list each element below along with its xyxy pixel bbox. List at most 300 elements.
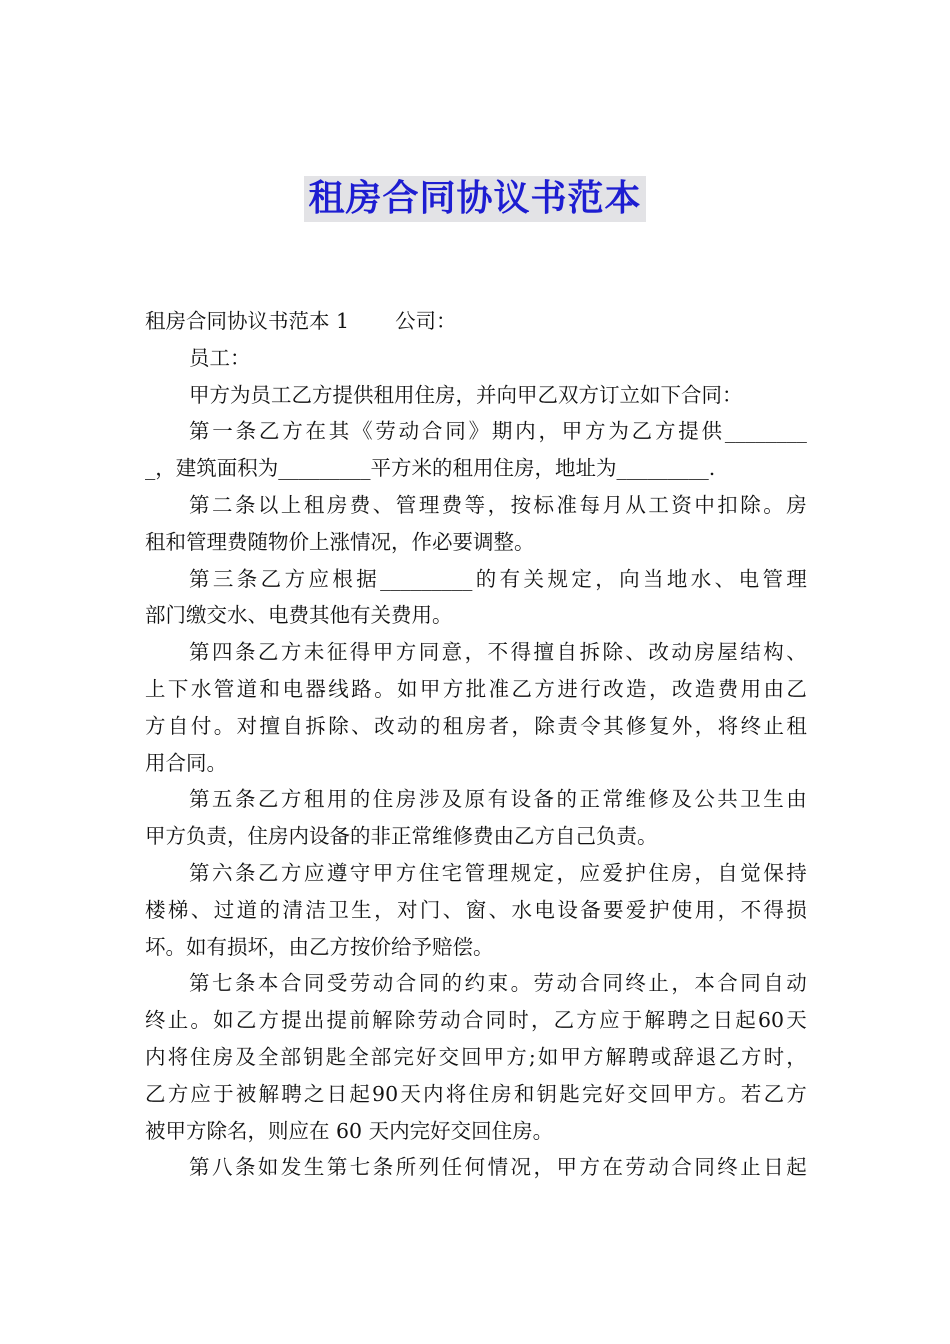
glyph: 聘	[281, 1081, 302, 1106]
glyph: 劳	[375, 419, 396, 444]
glyph: 甲	[561, 419, 583, 444]
glyph: 自	[763, 971, 784, 996]
glyph: 条	[234, 971, 256, 996]
glyph: 动	[398, 419, 420, 444]
glyph: 动	[671, 640, 692, 665]
glyph: 住	[418, 860, 440, 885]
glyph: 房	[465, 713, 487, 738]
glyph: 费	[441, 492, 463, 517]
glyph: 条	[234, 492, 256, 517]
glyph: 水	[511, 897, 532, 922]
glyph: 止	[740, 1155, 761, 1180]
glyph: 按	[510, 492, 532, 517]
glyph: 。	[374, 676, 395, 701]
glyph: 甲	[556, 1155, 577, 1180]
glyph: 方	[786, 1081, 807, 1106]
glyph: 第	[189, 566, 210, 591]
glyph: ，	[511, 713, 532, 738]
glyph: 扣	[717, 492, 738, 517]
glyph: 七	[349, 1155, 371, 1180]
glyph: 、	[786, 640, 807, 665]
glyph: 全	[257, 1044, 279, 1069]
glyph: 之	[689, 1008, 711, 1033]
glyph: 卫	[740, 787, 761, 812]
glyph: 征	[326, 640, 348, 665]
glyph: 。	[190, 1008, 211, 1033]
glyph: 七	[211, 971, 233, 996]
glyph: 若	[740, 1081, 762, 1106]
glyph: 对	[396, 897, 418, 922]
glyph: 方	[280, 860, 302, 885]
glyph: 乙	[257, 860, 279, 885]
title-container	[0, 176, 950, 222]
glyph: 日	[712, 1008, 734, 1033]
glyph: 乙	[257, 787, 279, 812]
glyph: 条	[234, 860, 256, 885]
glyph: 钥	[536, 1081, 558, 1106]
body-line: 租和管理费随物价上涨情况，作必要调整。	[145, 529, 535, 554]
glyph: 和	[259, 676, 281, 701]
glyph: 条	[234, 1155, 256, 1180]
glyph: 情	[487, 1155, 509, 1180]
glyph: 、	[372, 492, 394, 517]
glyph: 费	[717, 676, 739, 701]
glyph: 第	[189, 1155, 210, 1180]
glyph: 条	[234, 640, 256, 665]
glyph: 、	[488, 897, 510, 922]
glyph: 上	[280, 492, 302, 517]
body-line	[145, 487, 807, 524]
glyph: 止	[763, 713, 784, 738]
glyph: ，	[530, 1008, 552, 1033]
glyph: 乙	[553, 1008, 575, 1033]
glyph: 改	[648, 640, 669, 665]
glyph: 部	[280, 1044, 301, 1069]
glyph: 用	[740, 676, 762, 701]
glyph: 使	[671, 897, 693, 922]
glyph: ，	[694, 860, 715, 885]
body-line	[145, 561, 807, 598]
glyph: ，	[595, 566, 616, 591]
glyph: 道	[236, 897, 258, 922]
body-line	[145, 1076, 807, 1113]
glyph: 第	[189, 787, 210, 812]
glyph: 第	[189, 640, 210, 665]
glyph: 自	[282, 713, 303, 738]
glyph: 提	[281, 1008, 302, 1033]
glyph: 住	[190, 1044, 211, 1069]
glyph: 管	[762, 566, 783, 591]
glyph: 房	[786, 492, 807, 517]
glyph: 同	[740, 971, 761, 996]
glyph: 方	[145, 713, 166, 738]
glyph: 其	[328, 419, 350, 444]
glyph: 水	[190, 676, 212, 701]
company-label: 公司：	[395, 309, 457, 333]
glyph: 理	[418, 492, 440, 517]
glyph: 列	[418, 1155, 440, 1180]
glyph: 乙	[511, 676, 532, 701]
glyph: 同	[418, 640, 440, 665]
glyph: 向	[619, 566, 640, 591]
glyph: 、	[351, 713, 372, 738]
glyph: 每	[579, 492, 600, 517]
glyph: 线	[328, 676, 349, 701]
glyph: 甲	[483, 1044, 505, 1069]
glyph: 方	[506, 1044, 527, 1069]
glyph: 同	[602, 971, 623, 996]
body-line: 员工：	[189, 345, 251, 370]
glyph: 内	[423, 1081, 444, 1106]
glyph: 好	[415, 1044, 437, 1069]
glyph: ________	[724, 419, 807, 444]
glyph: 外	[671, 713, 693, 738]
glyph: 拆	[305, 713, 326, 738]
glyph: 方	[395, 860, 417, 885]
glyph: 自	[167, 713, 189, 738]
glyph: 动	[396, 713, 418, 738]
glyph: 天	[786, 1008, 807, 1033]
glyph: 租	[786, 713, 807, 738]
glyph: 完	[581, 1081, 603, 1106]
glyph: 。	[213, 713, 235, 738]
glyph: 电	[282, 676, 303, 701]
glyph: 二	[211, 492, 233, 517]
glyph: 方	[576, 1008, 597, 1033]
glyph: 合	[717, 971, 738, 996]
glyph: 维	[625, 787, 646, 812]
glyph: 终	[625, 971, 646, 996]
glyph: 全	[348, 1044, 369, 1069]
glyph: 方	[258, 1008, 280, 1033]
glyph: 批	[465, 676, 487, 701]
body-line	[145, 671, 807, 708]
glyph: 发	[280, 1155, 302, 1180]
glyph: 将	[167, 1044, 189, 1069]
glyph: 劳	[533, 971, 555, 996]
glyph: 未	[303, 640, 325, 665]
glyph: 交	[438, 1044, 460, 1069]
glyph: 构	[763, 640, 784, 665]
glyph: 以	[257, 492, 279, 517]
glyph: 除	[534, 713, 555, 738]
glyph: 甲	[372, 640, 394, 665]
glyph: 准	[556, 492, 577, 517]
glyph: 之	[303, 1081, 325, 1106]
glyph: 公	[694, 787, 715, 812]
glyph: 常	[602, 787, 623, 812]
glyph: 本	[694, 971, 715, 996]
glyph: 第	[189, 419, 210, 444]
glyph: 提	[326, 1008, 348, 1033]
glyph: 拆	[579, 640, 600, 665]
glyph: 的	[441, 971, 463, 996]
glyph: 合	[395, 971, 417, 996]
glyph: 期	[491, 419, 513, 444]
glyph: 上	[145, 676, 166, 701]
glyph: 聘	[628, 1044, 649, 1069]
glyph: 条	[372, 1155, 394, 1180]
glyph: 况	[510, 1155, 532, 1180]
glyph: 令	[580, 713, 601, 738]
glyph: 动	[648, 1155, 669, 1180]
document-title: 租房合同协议书范本	[304, 176, 645, 222]
glyph: 月	[602, 492, 623, 517]
glyph: 管	[213, 676, 235, 701]
glyph: 交	[627, 1081, 648, 1106]
glyph: 有	[499, 566, 521, 591]
glyph: 自	[556, 640, 577, 665]
glyph: 匙	[325, 1044, 347, 1069]
glyph: 等	[464, 492, 486, 517]
glyph: 住	[372, 787, 394, 812]
glyph: 辞	[673, 1044, 694, 1069]
glyph: 准	[488, 676, 510, 701]
glyph: 于	[213, 1081, 234, 1106]
glyph: _________	[380, 566, 473, 591]
glyph: 动	[440, 1008, 461, 1033]
glyph: ，	[487, 492, 509, 517]
glyph: 部	[370, 1044, 392, 1069]
glyph: 应	[308, 566, 329, 591]
glyph: 同	[485, 1008, 507, 1033]
glyph: 造	[694, 676, 716, 701]
glyph: 工	[648, 492, 669, 517]
glyph: 房	[694, 640, 715, 665]
glyph: 房	[491, 1081, 512, 1106]
glyph: 的	[556, 787, 577, 812]
glyph: 方	[282, 419, 303, 444]
glyph: 方	[654, 419, 676, 444]
glyph: 或	[650, 1044, 672, 1069]
glyph: 、	[714, 566, 736, 591]
glyph: 除	[394, 1008, 416, 1033]
glyph: 由	[763, 676, 784, 701]
glyph: 甲	[419, 676, 441, 701]
glyph: 第	[326, 1155, 348, 1180]
glyph: 如	[537, 1044, 559, 1069]
glyph: 水	[690, 566, 712, 591]
glyph: 前	[349, 1008, 370, 1033]
glyph: 其	[603, 713, 624, 738]
glyph: 受	[326, 971, 348, 996]
glyph: 遵	[326, 860, 348, 885]
glyph: 擅	[533, 640, 555, 665]
glyph: 动	[786, 971, 807, 996]
glyph: ;	[528, 1044, 536, 1069]
glyph: 方	[284, 566, 306, 591]
glyph: 责	[557, 713, 578, 738]
glyph: 用	[326, 787, 348, 812]
body-line	[145, 965, 807, 1002]
glyph: 六	[211, 860, 233, 885]
glyph: 乙	[257, 640, 279, 665]
glyph: 解	[372, 1008, 393, 1033]
glyph: 定	[533, 860, 555, 885]
glyph: 第	[189, 971, 210, 996]
glyph: 用	[694, 897, 716, 922]
glyph: 屋	[717, 640, 738, 665]
glyph: 房	[326, 492, 348, 517]
glyph: 有	[487, 787, 509, 812]
glyph: 正	[579, 787, 600, 812]
glyph: 劳	[417, 1008, 438, 1033]
glyph: 结	[740, 640, 761, 665]
body-line	[145, 781, 807, 818]
glyph: 的	[419, 713, 441, 738]
glyph: 护	[648, 897, 670, 922]
glyph: 、	[625, 640, 646, 665]
glyph: 如	[396, 676, 418, 701]
glyph: 应	[599, 1008, 620, 1033]
glyph: 于	[621, 1008, 643, 1033]
glyph: ，	[556, 860, 577, 885]
glyph: 复	[648, 713, 670, 738]
glyph: 提	[678, 419, 699, 444]
glyph: 本	[257, 971, 279, 996]
glyph: 甲	[372, 860, 394, 885]
heading-number: 租房合同协议书范本 1	[145, 309, 350, 333]
glyph: 合	[280, 971, 302, 996]
glyph: 规	[547, 566, 568, 591]
glyph: 。	[763, 492, 784, 517]
glyph: 住	[648, 860, 669, 885]
glyph: 房	[212, 1044, 234, 1069]
glyph: 日	[763, 1155, 784, 1180]
glyph: 修	[626, 713, 647, 738]
glyph: 天	[400, 1081, 421, 1106]
glyph: 除	[328, 713, 349, 738]
glyph: 租	[303, 787, 325, 812]
glyph: 改	[603, 676, 624, 701]
glyph: 设	[557, 897, 578, 922]
body-line: 坏。如有损坏，由乙方按价给予赔偿。	[145, 934, 494, 959]
glyph: 方	[582, 1044, 604, 1069]
glyph: 及	[441, 787, 463, 812]
body-line	[145, 892, 807, 929]
glyph: 中	[694, 492, 715, 517]
glyph: 动	[556, 971, 577, 996]
body-line: 用合同。	[145, 750, 227, 775]
glyph: 生	[763, 787, 784, 812]
glyph: 方	[579, 1155, 600, 1180]
glyph: 三	[212, 566, 234, 591]
glyph: 所	[395, 1155, 417, 1180]
glyph: 造	[626, 676, 647, 701]
glyph: 条	[234, 787, 256, 812]
glyph: 日	[326, 1081, 348, 1106]
glyph: 的	[475, 566, 497, 591]
glyph: 理	[786, 566, 807, 591]
glyph: 清	[282, 897, 303, 922]
glyph: 第	[189, 492, 210, 517]
glyph: 及	[671, 787, 692, 812]
body-line	[145, 1149, 807, 1186]
glyph: 洁	[305, 897, 326, 922]
glyph: ，	[648, 676, 670, 701]
glyph: 保	[763, 860, 784, 885]
body-line	[145, 708, 807, 745]
body-line: 部门缴交水、电费其他有关费用。	[145, 603, 453, 628]
glyph: 据	[356, 566, 377, 591]
glyph: 乙	[145, 1081, 166, 1106]
glyph: 涉	[418, 787, 440, 812]
glyph: 五	[211, 787, 233, 812]
glyph: 自	[717, 860, 738, 885]
glyph: 电	[534, 897, 555, 922]
glyph: 乙	[260, 566, 282, 591]
glyph: 供	[701, 419, 723, 444]
glyph: ，	[671, 971, 692, 996]
glyph: 爱	[602, 860, 623, 885]
glyph: 第	[189, 860, 210, 885]
body-line	[145, 303, 807, 340]
body-line	[145, 634, 807, 671]
glyph: ，	[533, 1155, 555, 1180]
glyph: 乙	[258, 419, 280, 444]
glyph: 备	[533, 787, 555, 812]
glyph: 方	[167, 1081, 189, 1106]
glyph: 标	[533, 492, 555, 517]
glyph: 管	[395, 492, 417, 517]
glyph: 合	[462, 1008, 484, 1033]
glyph: 生	[303, 1155, 325, 1180]
glyph: 、	[190, 897, 212, 922]
glyph: 约	[464, 971, 486, 996]
glyph: 条	[235, 419, 257, 444]
glyph: 付	[190, 713, 212, 738]
glyph: 要	[603, 897, 624, 922]
glyph: 由	[786, 787, 807, 812]
glyph: 者	[488, 713, 510, 738]
glyph: 内	[515, 419, 536, 444]
glyph: 方	[442, 676, 464, 701]
glyph: 乙	[718, 1044, 739, 1069]
glyph: 方	[585, 419, 606, 444]
body-line	[145, 1002, 807, 1039]
glyph: 止	[648, 971, 669, 996]
glyph: 卫	[328, 897, 349, 922]
glyph: ，	[464, 640, 486, 665]
glyph: 何	[464, 1155, 486, 1180]
glyph: 改	[374, 713, 395, 738]
glyph: 地	[666, 566, 688, 591]
glyph: 过	[213, 897, 235, 922]
glyph: 不	[487, 640, 509, 665]
glyph: 持	[786, 860, 807, 885]
glyph: 理	[487, 860, 509, 885]
glyph: 意	[441, 640, 463, 665]
glyph: 、	[442, 897, 464, 922]
glyph: 乙	[763, 1081, 785, 1106]
glyph: 的	[259, 897, 281, 922]
body-line: 被甲方除名，则应在 60 天内完好交回住房。	[145, 1118, 554, 1143]
glyph: 共	[717, 787, 738, 812]
glyph: 除	[740, 492, 761, 517]
glyph: 回	[461, 1044, 482, 1069]
body-line: _，建筑面积为_________平方米的租用住房，地址为_________.	[145, 456, 716, 481]
glyph: ，	[374, 897, 395, 922]
glyph: 解	[644, 1008, 665, 1033]
glyph: 应	[303, 860, 325, 885]
glyph: 回	[650, 1081, 671, 1106]
glyph: 》	[468, 419, 490, 444]
glyph: 房	[671, 860, 692, 885]
glyph: 资	[671, 492, 692, 517]
glyph: 护	[625, 860, 646, 885]
glyph: ，	[786, 1044, 807, 1069]
glyph: 在	[305, 419, 326, 444]
